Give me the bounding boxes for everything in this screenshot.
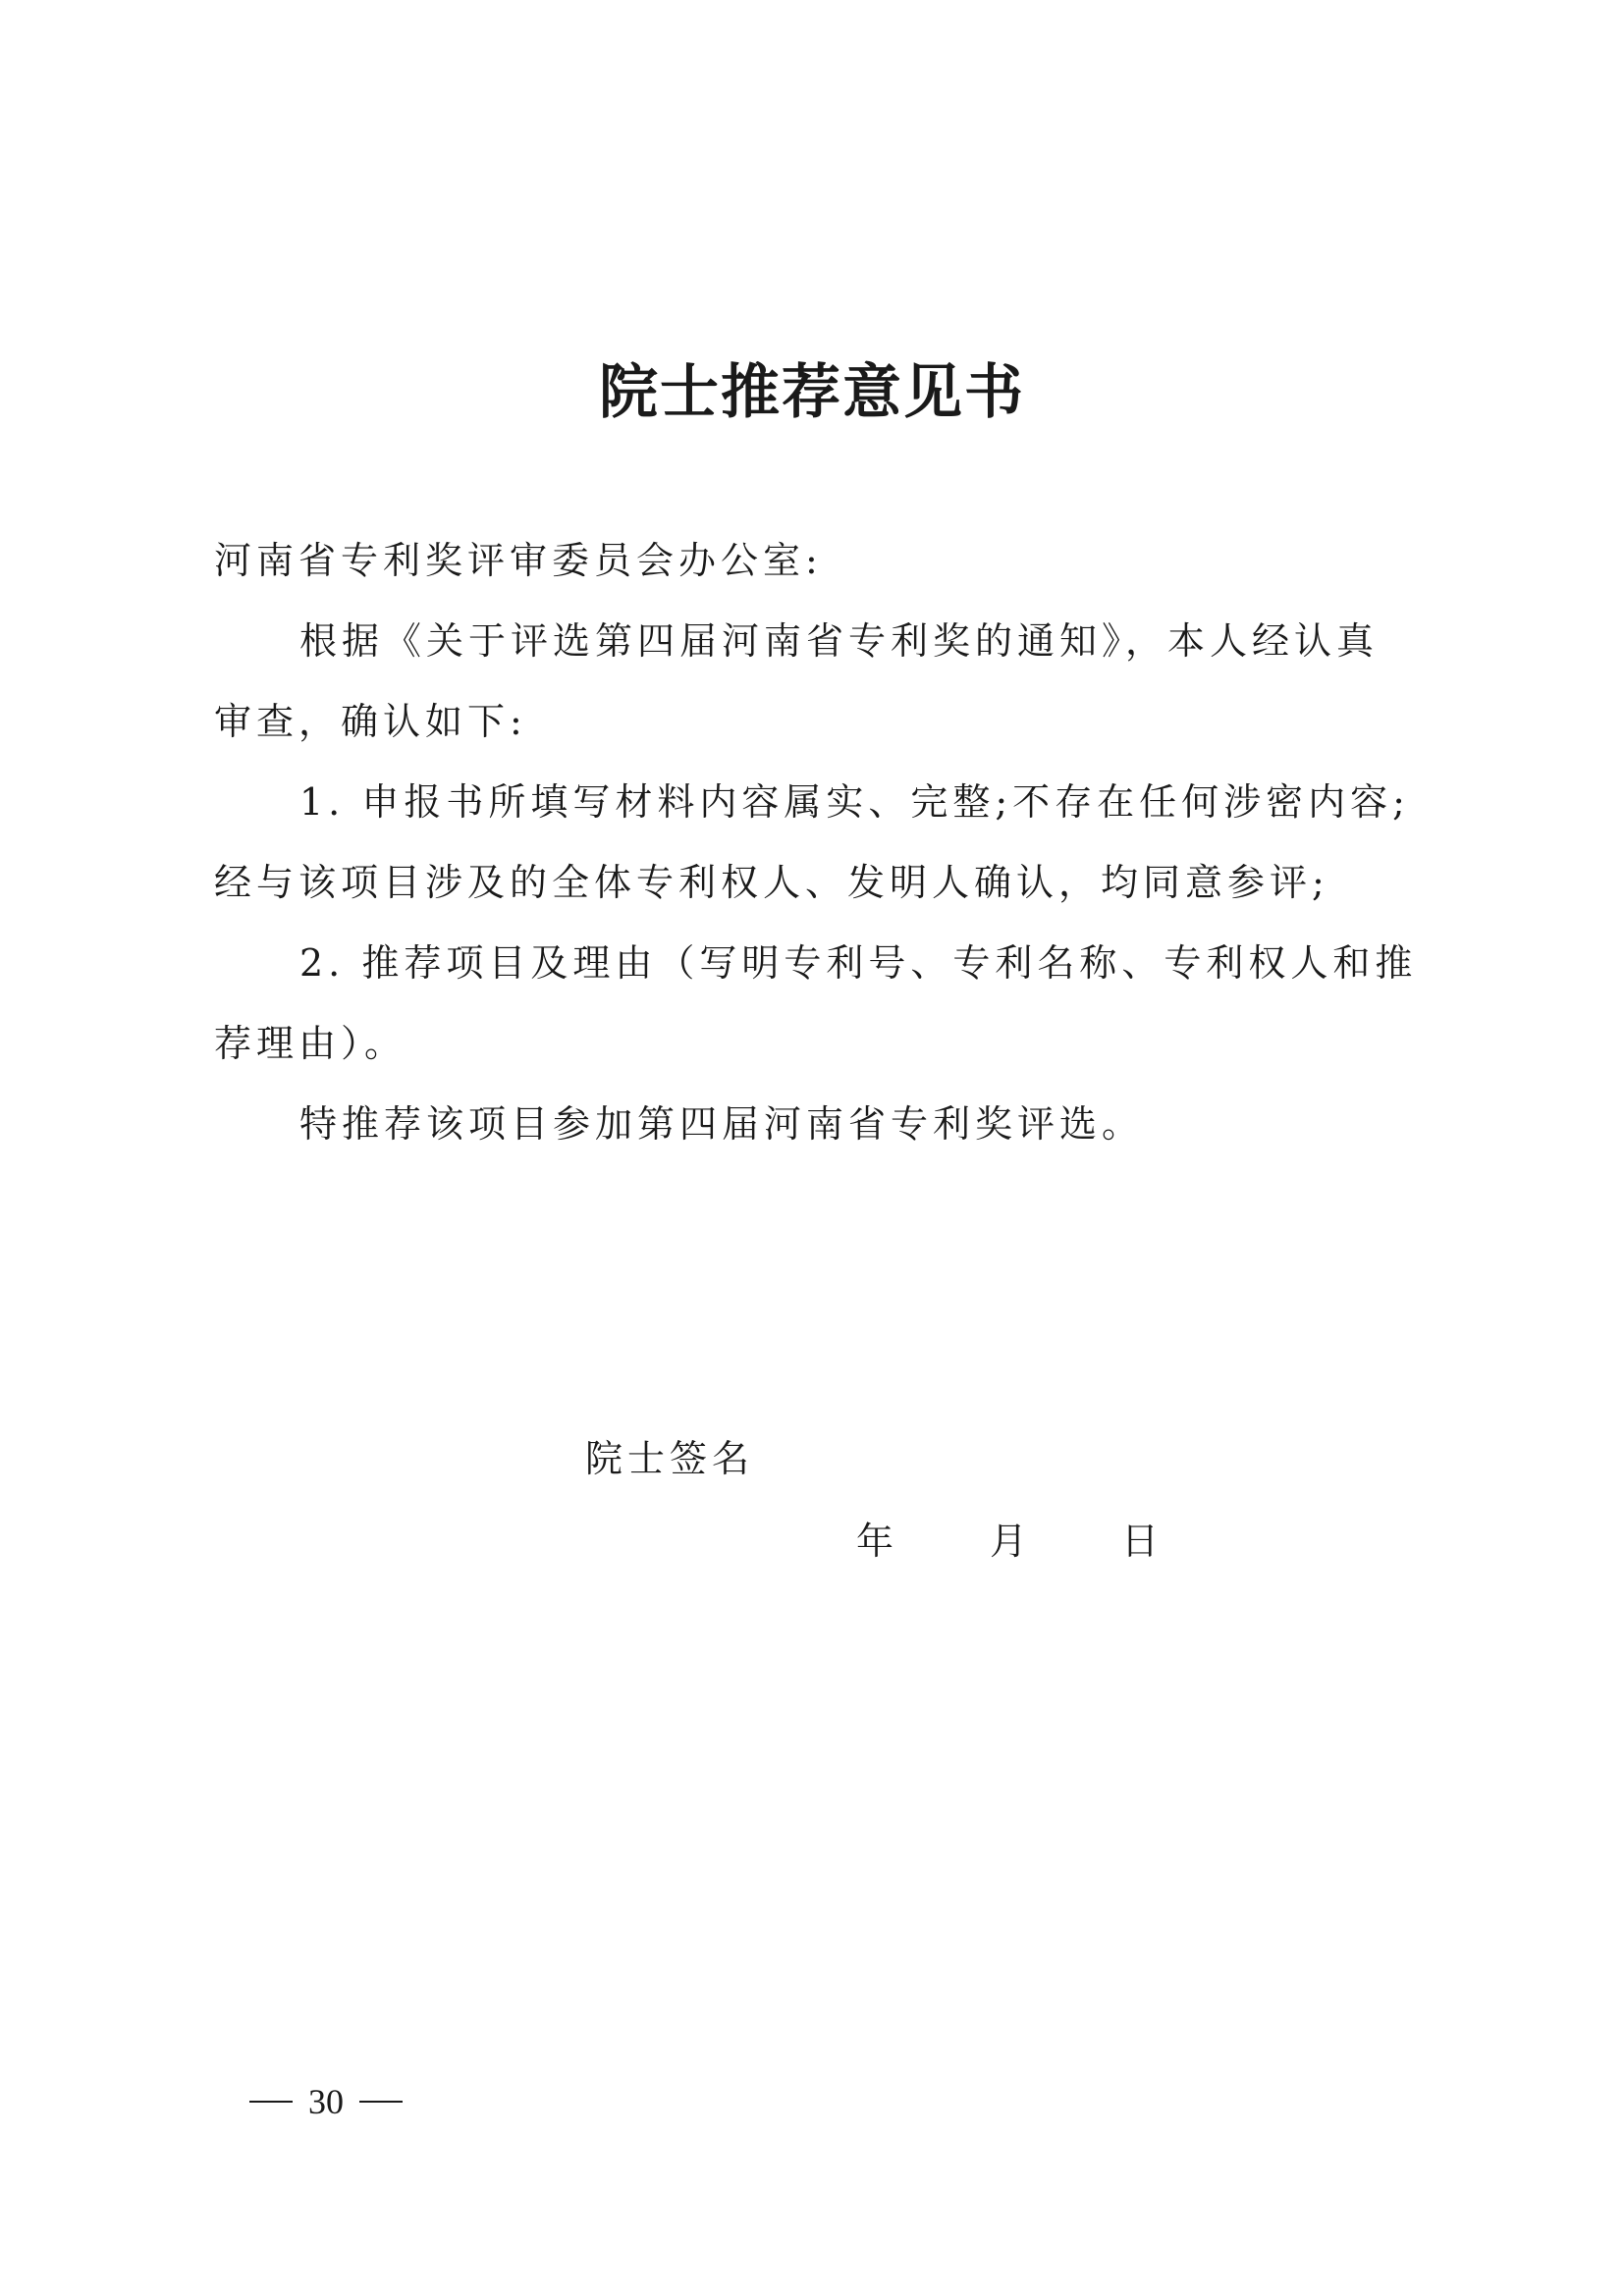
date-year-label: 年: [856, 1520, 899, 1563]
paragraph-line: 1. 申报书所填写材料内容属实、完整;不存在任何涉密内容;: [299, 780, 1410, 824]
signature-label: 院士签名: [585, 1437, 755, 1480]
footer-dash-right: [359, 2101, 403, 2103]
paragraph-line: 根据《关于评选第四届河南省专利奖的通知》，本人经认真: [299, 619, 1380, 663]
paragraph-line: 审查，确认如下:: [214, 700, 527, 743]
page-number: 30: [308, 2081, 344, 2121]
date-day-label: 日: [1121, 1520, 1164, 1563]
page-footer: [249, 2073, 403, 2126]
addressee-line: 河南省专利奖评审委员会办公室:: [214, 539, 823, 582]
footer-dash-left: [249, 2101, 293, 2103]
paragraph-line: 经与该项目涉及的全体专利权人、发明人确认，均同意参评;: [214, 861, 1329, 904]
document-title: 院士推荐意见书: [599, 358, 1025, 427]
paragraph-line: 2. 推荐项目及理由（写明专利号、专利名称、专利权人和推: [299, 941, 1418, 985]
paragraph-line: 荐理由）。: [214, 1022, 407, 1065]
date-month-label: 月: [990, 1520, 1033, 1563]
paragraph-line: 特推荐该项目参加第四届河南省专利奖评选。: [299, 1102, 1145, 1146]
